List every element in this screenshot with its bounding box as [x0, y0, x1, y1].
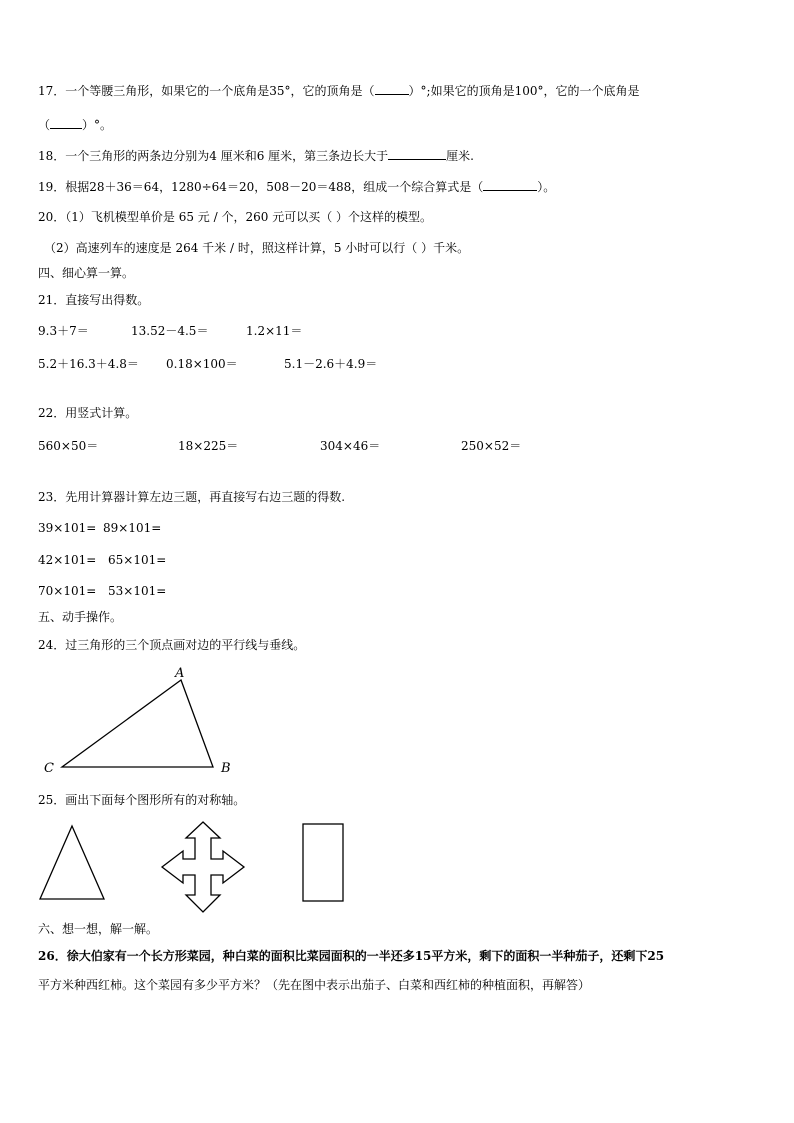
question-21-title: 21．直接写出得数。: [38, 293, 150, 307]
calc-item: 89×101=: [103, 521, 162, 535]
rectangle-shape[interactable]: [303, 824, 343, 901]
calc-item: 42×101=: [38, 553, 97, 567]
question-20-part1: 20．（1）飞机模型单价是 65 元 / 个，260 元可以买（ ）个这样的模型。: [38, 210, 433, 224]
calc-item: 9.3＋7＝: [38, 324, 89, 338]
calc-item: 5.1－2.6＋4.9＝: [284, 357, 378, 371]
question-24-title: 24．过三角形的三个顶点画对边的平行线与垂线。: [38, 638, 306, 652]
calc-item: 13.52－4.5＝: [131, 324, 209, 338]
isosceles-triangle-shape[interactable]: [40, 826, 104, 899]
vertex-label-c: C: [44, 761, 54, 776]
calc-item: 53×101=: [108, 584, 167, 598]
question-19: 19．根据28＋36＝64，1280÷64＝20，508－20＝488，组成一个综合算式是（ ）。: [38, 180, 556, 194]
question-26-line1: 26．徐大伯家有一个长方形菜园，种白菜的面积比菜园面积的一半还多15平方米，剩下的面积一半种茄子，还剩下25: [38, 949, 665, 963]
calc-item: 5.2＋16.3＋4.8＝: [38, 357, 139, 371]
question-23-title: 23．先用计算器计算左边三题，再直接写右边三题的得数.: [38, 490, 346, 504]
section-6-heading: 六、想一想，解一解。: [38, 922, 159, 936]
vertex-label-b: B: [221, 761, 231, 776]
calc-item: 250×52＝: [461, 439, 522, 453]
question-18: 18．一个三角形的两条边分别为4 厘米和6 厘米，第三条边长大于 厘米.: [38, 149, 474, 163]
calc-item: 1.2×11＝: [246, 324, 303, 338]
question-17-line1: 17．一个等腰三角形，如果它的一个底角是35°，它的顶角是（ ）°;如果它的顶角是100°，它的一个底角是: [38, 84, 640, 98]
question-26-line2: 平方米种西红柿。这个菜园有多少平方米？（先在图中表示出茄子、白菜和西红柿的种植面积，再解答）: [38, 978, 591, 992]
calc-item: 560×50＝: [38, 439, 99, 453]
calc-item: 39×101=: [38, 521, 97, 535]
calc-item: 65×101=: [108, 553, 167, 567]
section-5-heading: 五、动手操作。: [38, 610, 123, 624]
question-20-part2: （2）高速列车的速度是 264 千米 / 时，照这样计算，5 小时可以行（ ）千米。: [44, 241, 470, 255]
calc-item: 0.18×100＝: [166, 357, 238, 371]
question-25-title: 25．画出下面每个图形所有的对称轴。: [38, 793, 246, 807]
calc-item: 18×225＝: [178, 439, 239, 453]
calc-item: 304×46＝: [320, 439, 381, 453]
question-22-title: 22．用竖式计算。: [38, 406, 138, 420]
calc-item: 70×101=: [38, 584, 97, 598]
four-arrow-cross-shape[interactable]: [162, 822, 244, 912]
vertex-label-a: A: [175, 666, 185, 681]
section-4-heading: 四、细心算一算。: [38, 266, 135, 280]
question-17-line2: （ ）°。: [38, 118, 113, 132]
